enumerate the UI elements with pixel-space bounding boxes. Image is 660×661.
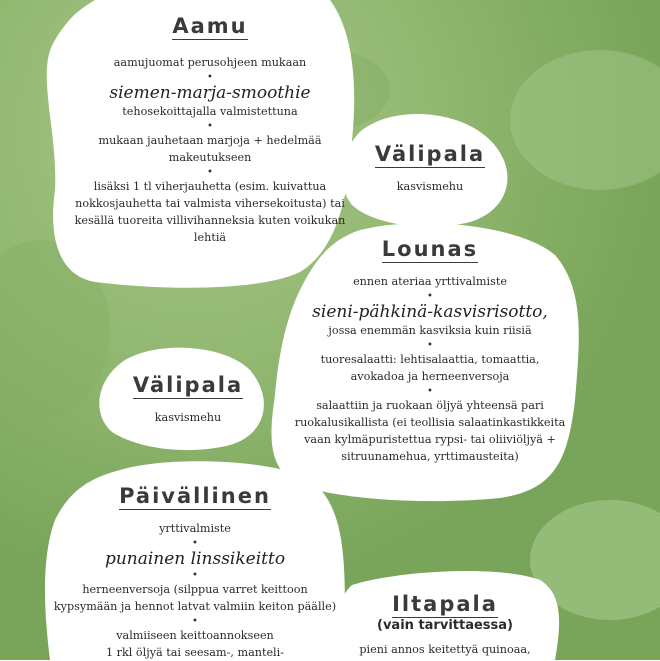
valipala1-section: [360, 142, 500, 195]
bullet-dot: •: [192, 616, 198, 627]
paivallinen-section: [50, 484, 340, 661]
lounas-line-3: jossa enemmän kasviksia kuin riisiä: [328, 324, 532, 337]
aamu-line-8: kesällä tuoreita villivihanneksia kuten voikukan: [74, 214, 346, 227]
valipala1-text: kasvismehu: [396, 180, 464, 193]
valipala2-section: [118, 373, 258, 426]
bullet-dot: •: [427, 340, 433, 351]
iltapala-line-1: pieni annos keitettyä quinoaa,: [359, 643, 531, 656]
aamu-line-1: aamujuomat perusohjeen mukaan: [113, 56, 307, 69]
lounas-line-8: vaan kylmäpuristettua rypsi- tai oliiviöljyä +: [304, 433, 556, 446]
bullet-dot: •: [192, 570, 198, 581]
lounas-line-4: tuoresalaatti: lehtisalaattia, tomaattia,: [320, 353, 540, 366]
bullet-dot: •: [207, 72, 213, 83]
iltapala-subtitle: (vain tarvittaessa): [377, 618, 513, 633]
aamu-line-5: makeutukseen: [168, 151, 252, 164]
valipala1-title: Välipala: [374, 142, 486, 166]
aamu-line-6: lisäksi 1 tl viherjauhetta (esim. kuivattua: [93, 180, 327, 193]
paivallinen-line-3: herneenversoja (silppua varret keittoon: [82, 583, 308, 596]
paivallinen-line-6: 1 rkl öljyä tai seesam-, manteli-: [106, 646, 284, 659]
lounas-line-5: avokadoa ja herneenversoja: [350, 370, 510, 383]
aamu-line-3: tehosekoittajalla valmistettuna: [122, 105, 298, 118]
aamu-line-7: nokkosjauhetta tai valmista vihersekoitusta) tai: [75, 197, 345, 210]
lounas-title: Lounas: [381, 237, 479, 261]
paivallinen-title: Päivällinen: [119, 484, 271, 508]
bullet-dot: •: [427, 386, 433, 397]
bullet-dot: •: [207, 121, 213, 132]
paivallinen-line-1: yrttivalmiste: [159, 522, 231, 535]
iltapala-title: Iltapala: [392, 592, 498, 616]
bullet-dot: •: [207, 167, 213, 178]
paivallinen-line-4: kypsymään ja hennot latvat valmiin keiton päälle): [53, 600, 337, 613]
aamu-line-9: lehtiä: [193, 231, 227, 244]
valipala2-text: kasvismehu: [154, 411, 222, 424]
lounas-section: [290, 237, 570, 465]
aamu-title: Aamu: [172, 14, 248, 38]
lounas-line-9: sitruunamehua, yrttimausteita): [341, 450, 519, 463]
lounas-line-7: ruokalusikallista (ei teollisia salaatinkastikkeita: [294, 416, 566, 429]
lounas-line-6: salaattiin ja ruokaan öljyä yhteensä pari: [316, 399, 544, 412]
lounas-dish: sieni-pähkinä-kasvisrisotto,: [312, 302, 548, 322]
iltapala-section: [345, 592, 545, 658]
lounas-line-1: ennen ateriaa yrttivalmiste: [353, 275, 507, 288]
aamu-line-4: mukaan jauhetaan marjoja + hedelmää: [98, 134, 322, 147]
paivallinen-dish: punainen linssikeitto: [104, 549, 286, 569]
paivallinen-line-5: valmiiseen keittoannokseen: [116, 629, 274, 642]
aamu-section: [70, 14, 350, 246]
valipala2-title: Välipala: [132, 373, 244, 397]
bullet-dot: •: [427, 291, 433, 302]
bullet-dot: •: [192, 538, 198, 549]
aamu-dish: siemen-marja-smoothie: [109, 83, 311, 103]
